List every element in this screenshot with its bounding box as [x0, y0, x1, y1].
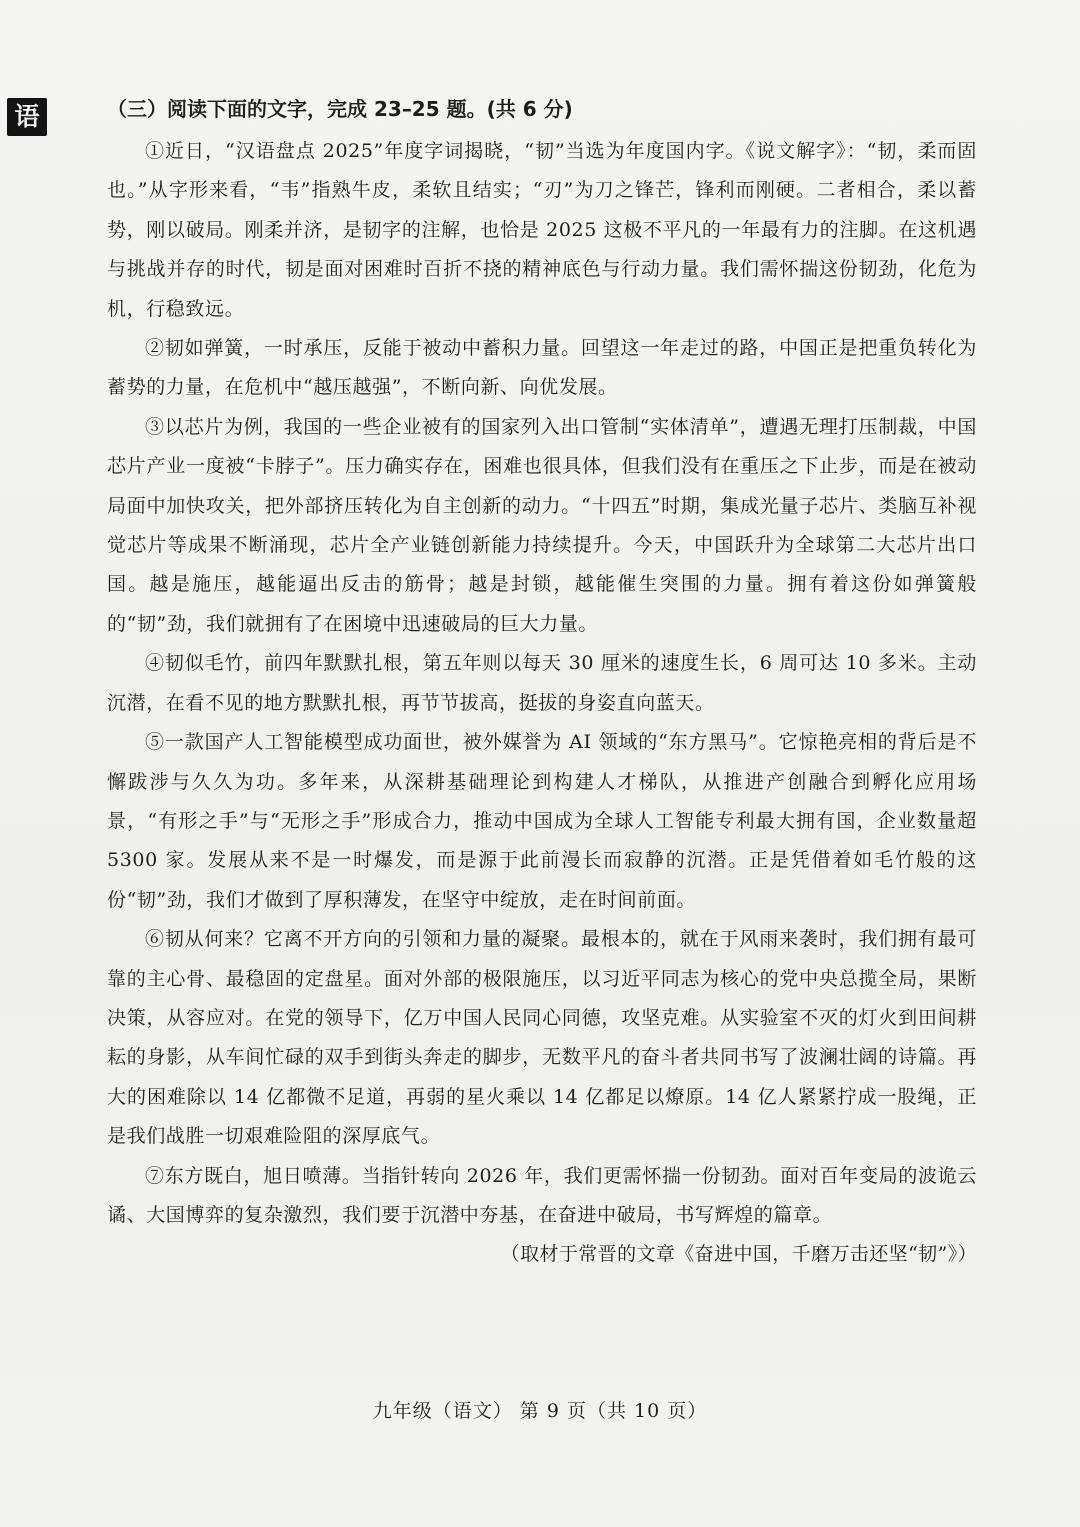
paragraph-4: ④韧似毛竹，前四年默默扎根，第五年则以每天 30 厘米的速度生长，6 周可达 10 多米。主动沉潜，在看不见的地方默默扎根，再节节拔高，挺拔的身姿直向蓝天。 [107, 652, 977, 714]
paragraph-3: ③以芯片为例，我国的一些企业被有的国家列入出口管制“实体清单”，遭遇无理打压制裁，中国芯片产业一度被“卡脖子”。压力确实存在，困难也很具体，但我们没有在重压之下止步，而是在被动局面中加快攻关，把外部挤压转化为自主创新的动力。“十四五”时期，集成光量子芯片、类脑互补视觉芯片等成果不断涌现，芯片全产业链创新能力持续提升。今天，中国跃升为全球第二大芯片出口国。越是施压，越能逼出反击的筋骨；越是封锁，越能催生突围的力量。拥有着这份如弹簧般的“韧”劲，我们就拥有了在困境中迅速破局的巨大力量。 [107, 415, 977, 635]
paragraph-6: ⑥韧从何来？它离不开方向的引领和力量的凝聚。最根本的，就在于风雨来袭时，我们拥有最可靠的主心骨、最稳固的定盘星。面对外部的极限施压，以习近平同志为核心的党中央总揽全局，果断决策，从容应对。在党的领导下，亿万中国人民同心同德，攻坚克难。从实验室不灭的灯火到田间耕耘的身影，从车间忙碌的双手到街头奔走的脚步，无数平凡的奋斗者共同书写了波澜壮阔的诗篇。再大的困难除以 14 亿都微不足道，再弱的星火乘以 14 亿都足以燎原。14 亿人紧紧拧成一股绳，正是我们战胜一切艰难险阻的深厚底气。 [107, 928, 977, 1148]
paragraph-1: ①近日，“汉语盘点 2025”年度字词揭晓，“韧”当选为年度国内字。《说文解字》：“韧，柔而固也。”从字形来看，“韦”指熟牛皮，柔软且结实；“刃”为刀之锋芒，锋利而刚硬。二者相合，柔以蓄势，刚以破局。刚柔并济，是韧字的注解，也恰是 2025 这极不平凡的一年最有力的注脚。在这机遇与挑战并存的时代，韧是面对困难时百折不挠的精神底色与行动力量。我们需怀揣这份韧劲，化危为机，行稳致远。 [107, 140, 977, 320]
paragraph-2: ②韧如弹簧，一时承压，反能于被动中蓄积力量。回望这一年走过的路，中国正是把重负转化为蓄势的力量，在危机中“越压越强”，不断向新、向优发展。 [107, 337, 977, 399]
section-title: （三）阅读下面的文字，完成 23–25 题。(共 6 分) [107, 97, 573, 121]
subject-tab: 语 [7, 98, 47, 136]
paragraph-7: ⑦东方既白，旭日喷薄。当指针转向 2026 年，我们更需怀揣一份韧劲。面对百年变局的波诡云谲、大国博弈的复杂激烈，我们要于沉潜中夯基，在奋进中破局，书写辉煌的篇章。 [107, 1164, 977, 1226]
paragraph-5: ⑤一款国产人工智能模型成功面世，被外媒誉为 AI 领域的“东方黑马”。它惊艳亮相的背后是不懈跋涉与久久为功。多年来，从深耕基础理论到构建人才梯队，从推进产创融合到孵化应用场景，“有形之手”与“无形之手”形成合力，推动中国成为全球人工智能专利最大拥有国，企业数量超 5300 家。发展从来不是一时爆发，而是源于此前漫长而寂静的沉潜。正是凭借着如毛竹般的这份“韧”劲，我们才做到了厚积薄发，在坚守中绽放，走在时间前面。 [107, 731, 977, 911]
source-citation: （取材于常晋的文章《奋进中国，千磨万击还坚“韧”》） [500, 1243, 977, 1266]
page-footer: 九年级（语文） 第 9 页（共 10 页） [372, 1400, 708, 1422]
reading-section [107, 92, 977, 1275]
